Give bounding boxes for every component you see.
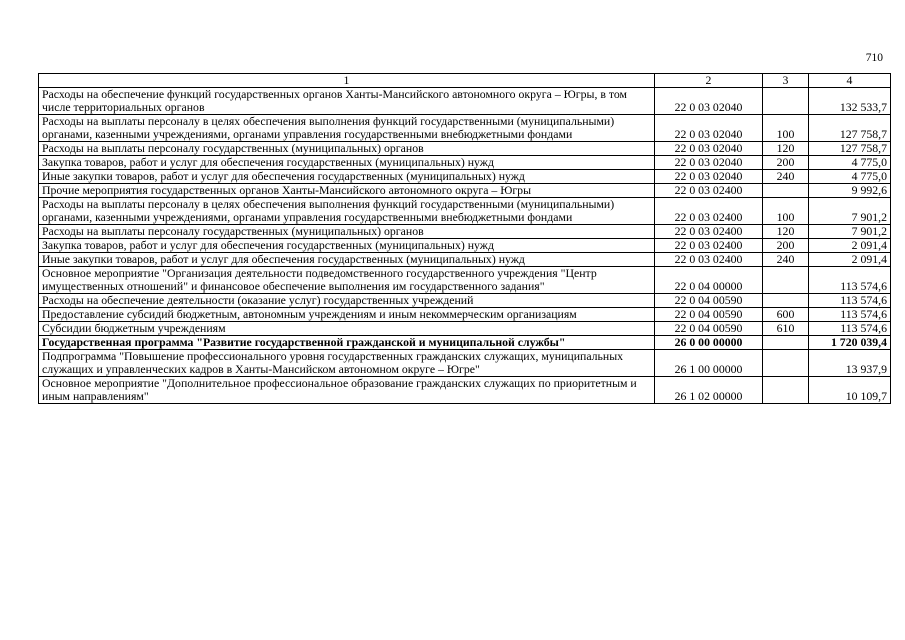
table-row bbox=[39, 253, 891, 267]
table-row bbox=[39, 350, 891, 377]
cell-name: Расходы на выплаты персоналу в целях обеспечения выполнения функций государственными (муниципальными) органами, казенными учреждениями, органами управления государственными внебюджетными фондами bbox=[39, 115, 655, 142]
cell-name: Закупка товаров, работ и услуг для обеспечения государственных (муниципальных) нужд bbox=[39, 239, 655, 253]
cell-code: 22 0 03 02400 bbox=[655, 184, 763, 198]
cell-code: 22 0 04 00590 bbox=[655, 294, 763, 308]
table-row bbox=[39, 377, 891, 404]
column-header-name: 1 bbox=[39, 74, 655, 88]
cell-name: Предоставление субсидий бюджетным, автономным учреждениям и иным некоммерческим организациям bbox=[39, 308, 655, 322]
cell-amount: 4 775,0 bbox=[809, 156, 891, 170]
cell-amount: 113 574,6 bbox=[809, 294, 891, 308]
cell-kind: 120 bbox=[763, 225, 809, 239]
cell-amount: 113 574,6 bbox=[809, 322, 891, 336]
table-row bbox=[39, 88, 891, 115]
cell-amount: 9 992,6 bbox=[809, 184, 891, 198]
cell-kind bbox=[763, 184, 809, 198]
cell-amount: 113 574,6 bbox=[809, 308, 891, 322]
cell-amount: 132 533,7 bbox=[809, 88, 891, 115]
cell-kind bbox=[763, 336, 809, 350]
cell-amount: 10 109,7 bbox=[809, 377, 891, 404]
page-number: 710 bbox=[865, 52, 883, 64]
cell-kind: 200 bbox=[763, 156, 809, 170]
table-row bbox=[39, 225, 891, 239]
cell-kind: 200 bbox=[763, 239, 809, 253]
column-header-code: 2 bbox=[655, 74, 763, 88]
column-header-kind: 3 bbox=[763, 74, 809, 88]
cell-code: 22 0 03 02400 bbox=[655, 198, 763, 225]
cell-amount: 127 758,7 bbox=[809, 142, 891, 156]
cell-name: Расходы на обеспечение функций государственных органов Ханты-Мансийского автономного округа – Югры, в том числе территориальных органов bbox=[39, 88, 655, 115]
cell-kind: 240 bbox=[763, 253, 809, 267]
cell-kind: 600 bbox=[763, 308, 809, 322]
table-row bbox=[39, 294, 891, 308]
cell-amount: 2 091,4 bbox=[809, 239, 891, 253]
cell-name: Расходы на выплаты персоналу государственных (муниципальных) органов bbox=[39, 142, 655, 156]
cell-name: Иные закупки товаров, работ и услуг для обеспечения государственных (муниципальных) нужд bbox=[39, 170, 655, 184]
cell-amount: 2 091,4 bbox=[809, 253, 891, 267]
cell-kind bbox=[763, 88, 809, 115]
cell-amount: 4 775,0 bbox=[809, 170, 891, 184]
cell-code: 22 0 03 02400 bbox=[655, 225, 763, 239]
cell-amount: 7 901,2 bbox=[809, 198, 891, 225]
cell-code: 22 0 03 02400 bbox=[655, 253, 763, 267]
cell-name: Расходы на выплаты персоналу в целях обеспечения выполнения функций государственными (муниципальными) органами, казенными учреждениями, органами управления государственными внебюджетными фондами bbox=[39, 198, 655, 225]
cell-name: Прочие мероприятия государственных органов Ханты-Мансийского автономного округа – Югры bbox=[39, 184, 655, 198]
table-row bbox=[39, 156, 891, 170]
cell-code: 22 0 04 00000 bbox=[655, 267, 763, 294]
cell-code: 22 0 03 02400 bbox=[655, 239, 763, 253]
cell-kind bbox=[763, 350, 809, 377]
table-row bbox=[39, 267, 891, 294]
cell-amount: 1 720 039,4 bbox=[809, 336, 891, 350]
cell-name: Расходы на обеспечение деятельности (оказание услуг) государственных учреждений bbox=[39, 294, 655, 308]
table-row bbox=[39, 198, 891, 225]
cell-kind bbox=[763, 294, 809, 308]
table-row bbox=[39, 308, 891, 322]
cell-name: Основное мероприятие "Дополнительное профессиональное образование гражданских служащих по приоритетным и иным направлениям" bbox=[39, 377, 655, 404]
cell-amount: 127 758,7 bbox=[809, 115, 891, 142]
cell-name: Иные закупки товаров, работ и услуг для обеспечения государственных (муниципальных) нужд bbox=[39, 253, 655, 267]
cell-amount: 13 937,9 bbox=[809, 350, 891, 377]
cell-kind: 100 bbox=[763, 198, 809, 225]
cell-kind: 100 bbox=[763, 115, 809, 142]
cell-code: 26 1 00 00000 bbox=[655, 350, 763, 377]
table-header-row bbox=[39, 74, 891, 88]
cell-name: Субсидии бюджетным учреждениям bbox=[39, 322, 655, 336]
cell-kind bbox=[763, 267, 809, 294]
cell-code: 22 0 03 02040 bbox=[655, 115, 763, 142]
cell-kind: 120 bbox=[763, 142, 809, 156]
cell-code: 26 1 02 00000 bbox=[655, 377, 763, 404]
table-row bbox=[39, 184, 891, 198]
cell-code: 22 0 03 02040 bbox=[655, 156, 763, 170]
table-row bbox=[39, 336, 891, 350]
cell-kind bbox=[763, 377, 809, 404]
table-row bbox=[39, 142, 891, 156]
cell-amount: 7 901,2 bbox=[809, 225, 891, 239]
cell-kind: 610 bbox=[763, 322, 809, 336]
table-row bbox=[39, 322, 891, 336]
table-row bbox=[39, 170, 891, 184]
cell-kind: 240 bbox=[763, 170, 809, 184]
cell-name: Основное мероприятие "Организация деятельности подведомственного государственного учреждения "Центр имущественных отношений" и финансовое обеспечение выполнения им государственного задания" bbox=[39, 267, 655, 294]
cell-name: Закупка товаров, работ и услуг для обеспечения государственных (муниципальных) нужд bbox=[39, 156, 655, 170]
cell-name: Расходы на выплаты персоналу государственных (муниципальных) органов bbox=[39, 225, 655, 239]
table-row bbox=[39, 115, 891, 142]
cell-code: 22 0 04 00590 bbox=[655, 308, 763, 322]
cell-name: Государственная программа "Развитие государственной гражданской и муниципальной службы" bbox=[39, 336, 655, 350]
cell-code: 22 0 04 00590 bbox=[655, 322, 763, 336]
budget-table bbox=[38, 73, 891, 404]
table-row bbox=[39, 239, 891, 253]
cell-code: 22 0 03 02040 bbox=[655, 142, 763, 156]
cell-code: 26 0 00 00000 bbox=[655, 336, 763, 350]
cell-amount: 113 574,6 bbox=[809, 267, 891, 294]
cell-code: 22 0 03 02040 bbox=[655, 170, 763, 184]
cell-code: 22 0 03 02040 bbox=[655, 88, 763, 115]
cell-name: Подпрограмма "Повышение профессионального уровня государственных гражданских служащих, муниципальных служащих и управленческих кадров в Ханты-Мансийском автономном округе – Югре" bbox=[39, 350, 655, 377]
column-header-amount: 4 bbox=[809, 74, 891, 88]
